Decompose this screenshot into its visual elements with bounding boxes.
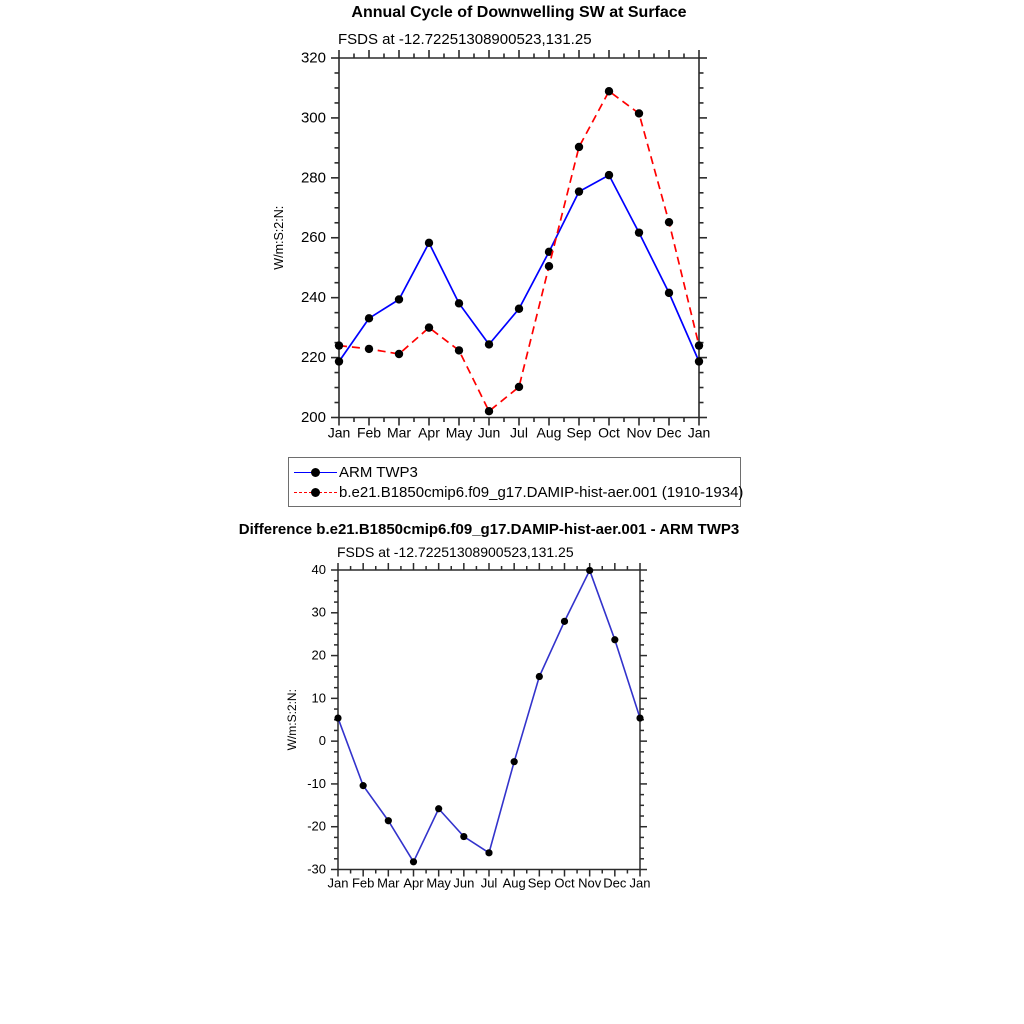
y-tick-label: 220 [300,349,326,367]
y-tick-label: 200 [300,408,326,426]
x-tick-label: Oct [554,875,575,891]
x-tick-label: Oct [598,424,620,441]
y-tick-label: 300 [300,109,326,127]
legend-entry-arm-twp3 [294,462,740,482]
data-point-marker [335,341,343,349]
series-line-0 [338,570,640,861]
data-point-marker [455,299,463,307]
x-tick-label: Feb [351,875,375,891]
x-tick-label: May [445,424,473,441]
data-point-marker [435,805,442,812]
x-tick-label: Aug [502,875,526,891]
data-point-marker [460,833,467,840]
data-point-marker [575,187,583,195]
top-chart-subtitle: FSDS at -12.72251308900523,131.25 [338,31,592,48]
data-point-marker [425,323,433,331]
data-point-marker [636,714,643,721]
data-point-marker [665,289,673,297]
y-tick-label: 20 [311,647,326,663]
data-point-marker [545,262,553,270]
x-tick-label: Jan [687,424,711,441]
x-tick-label: Nov [578,875,602,891]
bottom-chart-subtitle: FSDS at -12.72251308900523,131.25 [337,544,574,560]
data-point-marker [665,218,673,226]
y-tick-label: -10 [307,775,326,791]
y-tick-label: 320 [300,49,326,67]
chart-annual-cycle [272,49,710,440]
data-point-marker [485,407,493,415]
x-tick-label: Apr [418,424,440,441]
y-tick-label: 30 [311,604,326,620]
data-point-marker [425,239,433,247]
data-point-marker [611,636,618,643]
data-point-marker [561,618,568,625]
x-tick-label: Jul [510,424,528,441]
axis-ticks [331,563,647,877]
data-point-marker [635,228,643,236]
axis-ticks [331,50,707,426]
series-line-0 [339,175,699,361]
data-point-marker [575,143,583,151]
bottom-chart-title: Difference b.e21.B1850cmip6.f09_g17.DAMIP-hist-aer.001 - ARM TWP3 [238,521,740,538]
x-tick-label: Sep [527,875,551,891]
legend-label: ARM TWP3 [339,463,418,481]
x-tick-label: Jan [629,875,651,891]
data-point-marker [385,817,392,824]
x-tick-label: Mar [377,875,400,891]
data-point-marker [395,350,403,358]
data-point-marker [515,305,523,313]
data-point-marker [695,341,703,349]
data-point-marker [695,357,703,365]
data-point-marker [335,357,343,365]
data-point-marker [515,383,523,391]
x-tick-label: Sep [566,424,592,441]
legend-line-sample-red [294,492,337,493]
x-tick-label: Jan [327,875,349,891]
data-point-marker [360,782,367,789]
plot-frame [339,58,699,418]
x-tick-label: Jun [453,875,475,891]
legend-label: b.e21.B1850cmip6.f09_g17.DAMIP-hist-aer.001 (1910-1934) [339,483,744,501]
y-axis-label: W/m:S:2:N: [285,689,299,751]
x-tick-label: Aug [536,424,562,441]
y-tick-label: 280 [300,169,326,187]
legend-marker-dot [311,468,320,477]
data-point-marker [586,567,593,574]
y-axis-label: W/m:S:2:N: [272,205,286,270]
y-tick-label: -30 [307,861,326,877]
y-tick-label: 40 [311,561,326,577]
y-tick-label: -20 [307,818,326,834]
data-point-marker [485,849,492,856]
data-point-marker [334,714,341,721]
top-chart-title: Annual Cycle of Downwelling SW at Surface [351,4,687,21]
data-point-marker [410,858,417,865]
x-tick-label: Jul [480,875,498,891]
y-tick-label: 10 [311,690,326,706]
y-tick-label: 0 [318,733,326,749]
legend-marker-dot [311,488,320,497]
y-tick-label: 260 [300,229,326,247]
legend-entry-model [294,482,744,502]
x-tick-label: Feb [356,424,382,441]
x-tick-label: Mar [386,424,412,441]
data-point-marker [395,295,403,303]
x-tick-label: Apr [403,875,424,891]
data-point-marker [635,109,643,117]
x-tick-label: Nov [626,424,652,441]
x-tick-label: Jan [327,424,351,441]
x-tick-label: May [426,875,451,891]
chart-difference [285,562,650,891]
data-point-marker [485,340,493,348]
data-point-marker [536,673,543,680]
data-point-marker [365,345,373,353]
data-point-marker [365,314,373,322]
legend-line-sample-blue [294,472,337,473]
data-point-marker [605,87,613,95]
x-tick-label: Jun [477,424,501,441]
series-line-1 [339,91,699,411]
plot-frame [338,570,640,870]
data-point-marker [511,758,518,765]
legend [288,457,744,507]
y-tick-label: 240 [300,289,326,307]
x-tick-label: Dec [603,875,627,891]
data-point-marker [605,171,613,179]
x-tick-label: Dec [656,424,682,441]
data-point-marker [455,346,463,354]
